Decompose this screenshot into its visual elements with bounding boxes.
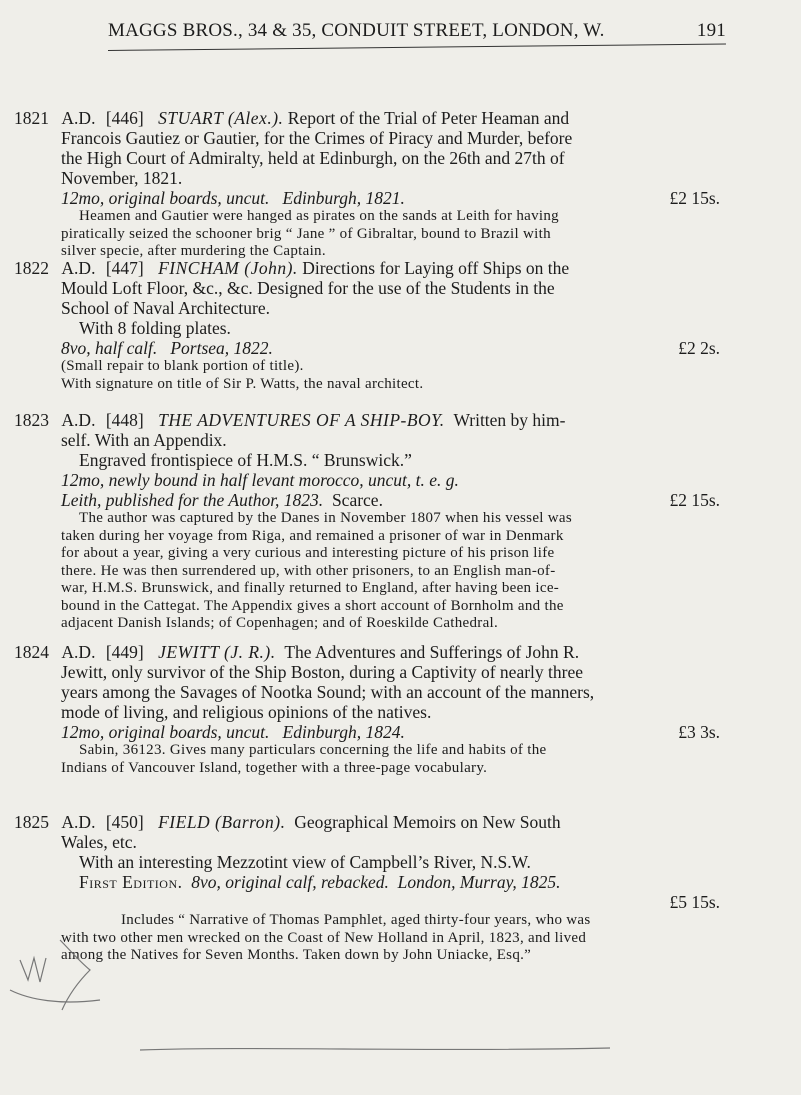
title-line: Written by him-	[453, 410, 566, 430]
title-line: The Adventures and Sufferings of John R.	[284, 642, 580, 662]
catalogue-entry-447	[14, 258, 734, 393]
title-line: mode of living, and religious opinions of the natives.	[61, 702, 432, 722]
catalogue-entry-450	[14, 812, 734, 965]
note-line: Sabin, 36123. Gives many particulars concerning the life and habits of the	[79, 742, 547, 758]
imprint: Edinburgh, 1821.	[282, 188, 405, 208]
binding: 8vo, half calf.	[61, 338, 158, 358]
note-line: there. He was then surrendered up, with other prisoners, to an English man-of-	[61, 562, 556, 579]
title-line: November, 1821.	[61, 168, 183, 188]
imprint: Leith, published for the Author, 1823.	[61, 490, 324, 510]
note-line: With signature on title of Sir P. Watts, the naval architect.	[61, 375, 424, 392]
price: £2 15s.	[669, 490, 720, 510]
catalogue-entry-449	[14, 642, 734, 777]
entry-ad: A.D.	[61, 258, 96, 278]
lot-number: [446]	[105, 108, 144, 128]
binding-line	[79, 872, 734, 892]
lot-number: [450]	[105, 812, 144, 832]
note-line: Includes “ Narrative of Thomas Pamphlet, aged thirty-four years, who was	[121, 912, 591, 928]
price: £5 15s.	[669, 892, 720, 912]
entry-ad: A.D.	[61, 108, 96, 128]
entry-note	[61, 208, 734, 261]
lot-number: [447]	[105, 258, 144, 278]
title-line: Wales, etc.	[61, 832, 137, 852]
note-line: piratically seized the schooner brig “ Jane ” of Gibraltar, bound to Brazil with	[61, 225, 551, 242]
title-line: the High Court of Admiralty, held at Edinburgh, on the 26th and 27th of	[61, 148, 565, 168]
imprint: Portsea, 1822.	[170, 338, 273, 358]
note-line: taken during her voyage from Riga, and remained a prisoner of war in Denmark	[61, 527, 564, 544]
header-rule	[108, 44, 726, 51]
note-line: Indians of Vancouver Island, together with a three-page vocabulary.	[61, 759, 488, 776]
note-line: (Small repair to blank portion of title).	[61, 358, 304, 374]
lot-number: [448]	[105, 410, 144, 430]
title-line: Report of the Trial of Peter Heaman and	[287, 108, 570, 128]
note-line: war, H.M.S. Brunswick, and finally returned to England, after having been ice-	[61, 580, 560, 596]
note-line: adjacent Danish Islands; of Copenhagen; and of Roeskilde Cathedral.	[61, 615, 499, 631]
title-line: With an interesting Mezzotint view of Campbell’s River, N.S.W.	[79, 852, 531, 872]
entry-note	[61, 510, 734, 633]
title-line: Jewitt, only survivor of the Ship Boston, during a Captivity of nearly three	[61, 662, 584, 682]
binding: 12mo, original boards, uncut.	[61, 722, 270, 742]
running-header	[108, 20, 726, 42]
note-line: among the Natives for Seven Months. Taken down by John Uniacke, Esq.”	[61, 947, 532, 963]
catalogue-entry-448	[14, 410, 734, 633]
lot-number: [449]	[105, 642, 144, 662]
binding: 8vo, original calf, rebacked.	[191, 872, 389, 892]
imprint: Edinburgh, 1824.	[282, 722, 405, 742]
entry-year: 1822	[14, 258, 49, 278]
entry-heading	[14, 410, 734, 430]
entry-ad: A.D.	[61, 642, 96, 662]
entry-ad: A.D.	[61, 410, 96, 430]
binding-line	[61, 470, 734, 490]
price: £2 2s.	[678, 338, 720, 358]
entry-note	[61, 742, 734, 777]
entry-year: 1825	[14, 812, 49, 832]
edition: First Edition.	[79, 872, 183, 892]
entry-heading	[14, 812, 734, 832]
note-line: for about a year, giving a very curious and interesting picture of his prison life	[61, 545, 555, 561]
entry-note	[61, 912, 734, 965]
entry-note	[61, 358, 734, 393]
note-line: bound in the Cattegat. The Appendix gives a short account of Bornholm and the	[61, 597, 564, 614]
entry-heading	[14, 258, 734, 278]
binding-line	[61, 722, 734, 742]
title-line: Mould Loft Floor, &c., &c. Designed for the use of the Students in the	[61, 278, 555, 298]
pencil-annotation-icon	[0, 920, 120, 1030]
entry-author: FINCHAM (John).	[158, 258, 298, 278]
title-line: Francois Gautiez or Gautier, for the Crimes of Piracy and Murder, before	[61, 128, 573, 148]
title-line: School of Naval Architecture.	[61, 298, 270, 318]
page-number: 191	[696, 20, 726, 41]
binding-line	[61, 188, 734, 208]
entry-author: JEWITT (J. R.).	[158, 642, 276, 662]
binding: 12mo, original boards, uncut.	[61, 188, 270, 208]
catalogue-entry-446	[14, 108, 734, 261]
entry-year: 1824	[14, 642, 49, 662]
note-line: silver specie, after murdering the Captain.	[61, 243, 326, 259]
entry-ad: A.D.	[61, 812, 96, 832]
note-line: with two other men wrecked on the Coast of New Holland in April, 1823, and lived	[61, 929, 587, 946]
title-line: self. With an Appendix.	[61, 430, 227, 450]
imprint: London, Murray, 1825.	[397, 872, 561, 892]
price-line	[61, 892, 734, 912]
title-line: Geographical Memoirs on New South	[294, 812, 561, 832]
price: £2 15s.	[669, 188, 720, 208]
binding-line	[61, 338, 734, 358]
title-line: Engraved frontispiece of H.M.S. “ Brunswick.”	[79, 450, 412, 470]
entry-heading	[14, 108, 734, 128]
price: £3 3s.	[678, 722, 720, 742]
entry-heading	[14, 642, 734, 662]
note-line: Heamen and Gautier were hanged as pirates on the sands at Leith for having	[79, 208, 559, 224]
pencil-underline-icon	[140, 1042, 620, 1056]
scarce-label: Scarce.	[331, 490, 383, 510]
entry-author: STUART (Alex.).	[158, 108, 284, 128]
imprint-line	[61, 490, 734, 510]
header-title: MAGGS BROS., 34 & 35, CONDUIT STREET, LONDON, W.	[108, 20, 605, 41]
entry-year: 1823	[14, 410, 49, 430]
entry-author: THE ADVENTURES OF A SHIP-BOY.	[158, 410, 445, 430]
entry-year: 1821	[14, 108, 49, 128]
title-line: Directions for Laying off Ships on the	[302, 258, 570, 278]
title-line: With 8 folding plates.	[79, 318, 231, 338]
binding: 12mo, newly bound in half levant morocco, uncut, t. e. g.	[61, 470, 459, 490]
note-line: The author was captured by the Danes in November 1807 when his vessel was	[79, 510, 573, 526]
title-line: years among the Savages of Nootka Sound; with an account of the manners,	[61, 682, 595, 702]
entry-author: FIELD (Barron).	[158, 812, 286, 832]
